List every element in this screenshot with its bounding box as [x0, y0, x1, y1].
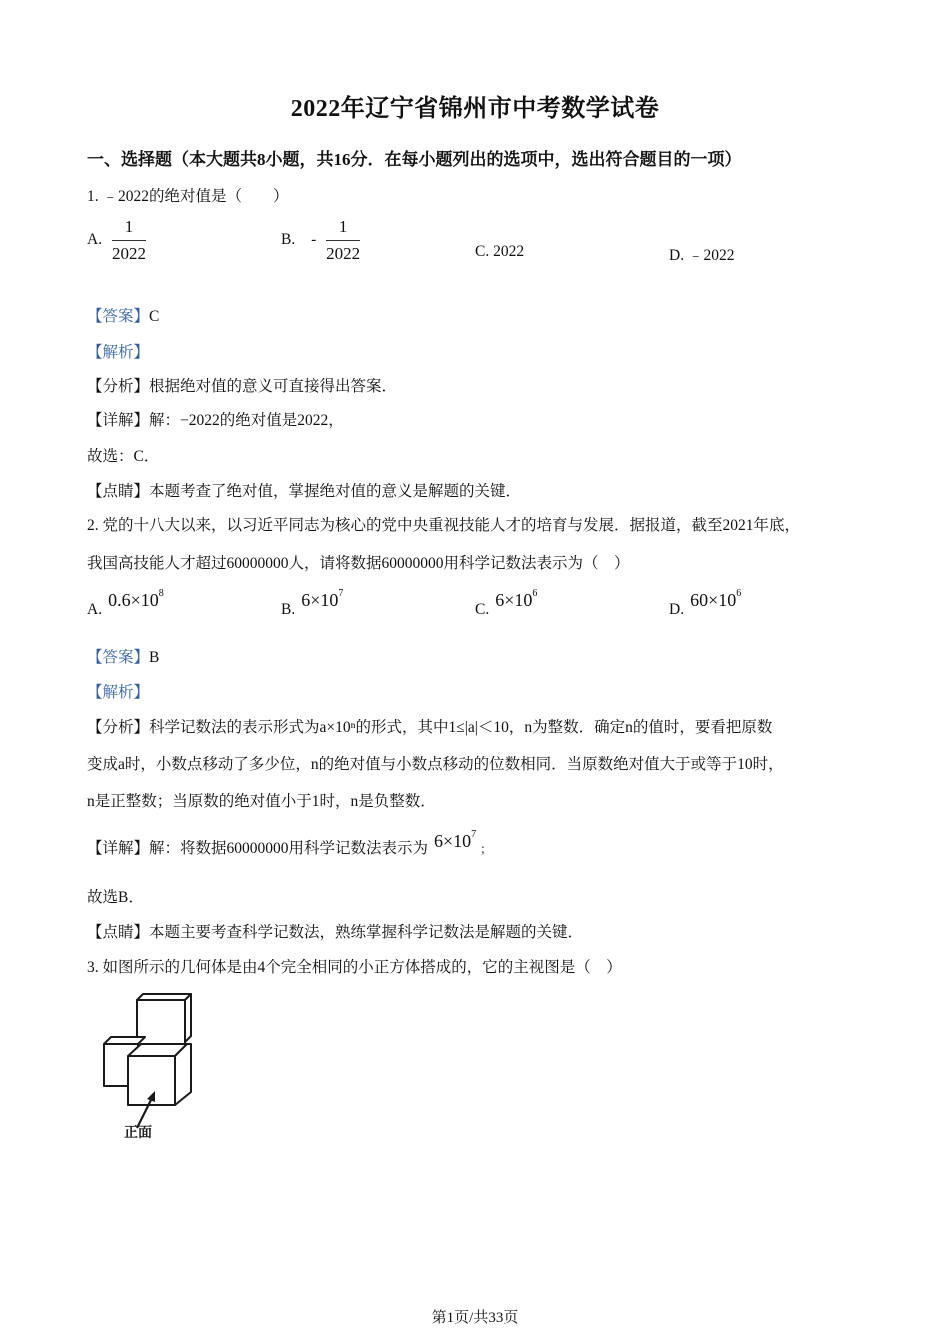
- q1-option-b[interactable]: [281, 216, 360, 265]
- q2-dianjing: 【点睛】本题主要考查科学记数法，熟练掌握科学记数法是解题的关键．: [87, 924, 584, 941]
- option-math: $6\times 10^7$: [301, 588, 344, 610]
- option-label: A.: [87, 231, 103, 249]
- page-footer: 第1页/共33页: [431, 1310, 519, 1326]
- cube-top-face: [104, 1037, 145, 1044]
- option-label: B.: [281, 231, 296, 249]
- q1-option-d[interactable]: D. ﹣2022: [669, 247, 735, 264]
- q1-analysis-tag: 【解析】: [87, 344, 150, 361]
- figure-label: 正面: [124, 1125, 152, 1141]
- option-label: C.: [475, 601, 490, 618]
- q1-dianjing: 【点睛】本题考查了绝对值，掌握绝对值的意义是解题的关键．: [87, 483, 522, 500]
- option-math: $60\times 10^6$: [690, 588, 742, 610]
- q2-stem-line2: 我国高技能人才超过60000000人，请将数据60000000用科学记数法表示为（ ）: [87, 555, 630, 572]
- q2-analysis-tag: 【解析】: [87, 684, 150, 701]
- option-math: $0.6\times 10^8$: [108, 588, 164, 610]
- minus-sign: -: [311, 231, 317, 249]
- cube-figure: [95, 988, 205, 1143]
- option-label: D.: [669, 601, 685, 618]
- q2-fenxi-line2: 变成a时，小数点移动了多少位，n的绝对值与小数点移动的位数相同．当原数绝对值大于或等于10时，: [87, 756, 784, 773]
- q2-option-a[interactable]: [87, 588, 164, 619]
- q1-option-c[interactable]: C. 2022: [475, 243, 525, 260]
- xiangjie-math: $6\times 10^7$: [434, 829, 477, 851]
- q1-fenxi: 【分析】根据绝对值的意义可直接得出答案．: [87, 378, 398, 395]
- option-label: A.: [87, 601, 103, 618]
- q2-option-d[interactable]: [669, 588, 742, 619]
- answer-tag: 【答案】: [87, 649, 150, 666]
- page-title: 2022年辽宁省锦州市中考数学试卷: [290, 96, 660, 122]
- q1-option-a[interactable]: [87, 216, 146, 265]
- section-heading: 一、选择题（本大题共8小题，共16分．在每小题列出的选项中，选出符合题目的一项）: [87, 150, 742, 169]
- fraction: $\frac{1}{2022}$: [111, 217, 146, 263]
- cube-front-face: [137, 1000, 185, 1048]
- option-math: $6\times 10^6$: [495, 588, 538, 610]
- q2-guxuan: 故选B．: [87, 889, 144, 906]
- q2-option-c[interactable]: [475, 588, 538, 619]
- q2-xiangjie: 【详解】解：将数据60000000用科学记数法表示为 $6\times 10^7$；: [87, 829, 493, 857]
- q1-stem: 1. ﹣2022的绝对值是（ ）: [87, 188, 289, 205]
- answer-value: B: [149, 649, 160, 666]
- q2-stem-line1: 2. 党的十八大以来，以习近平同志为核心的党中央重视技能人才的培育与发展．据报道，截至2021年底，: [87, 517, 801, 534]
- q2-answer: [87, 645, 159, 667]
- answer-tag: 【答案】: [87, 308, 150, 325]
- cube-side-face: [175, 1044, 191, 1105]
- q2-fenxi-line1: 【分析】科学记数法的表示形式为a×10ⁿ的形式，其中1≤|a|＜10，n为整数．确定n的值时，要看把原数: [87, 719, 773, 736]
- q2-option-b[interactable]: [281, 588, 344, 619]
- option-label: B.: [281, 601, 296, 618]
- q2-fenxi-line3: n是正整数；当原数的绝对值小于1时，n是负整数．: [87, 793, 436, 810]
- q1-answer: [87, 304, 159, 326]
- q1-xiangjie: 【详解】解：−2022的绝对值是2022，: [87, 412, 344, 429]
- q1-guxuan: 故选：C．: [87, 448, 160, 465]
- q3-stem: 3. 如图所示的几何体是由4个完全相同的小正方体搭成的，它的主视图是（ ）: [87, 959, 622, 976]
- fraction: $\frac{1}{2022}$: [326, 217, 361, 263]
- answer-value: C: [149, 308, 160, 325]
